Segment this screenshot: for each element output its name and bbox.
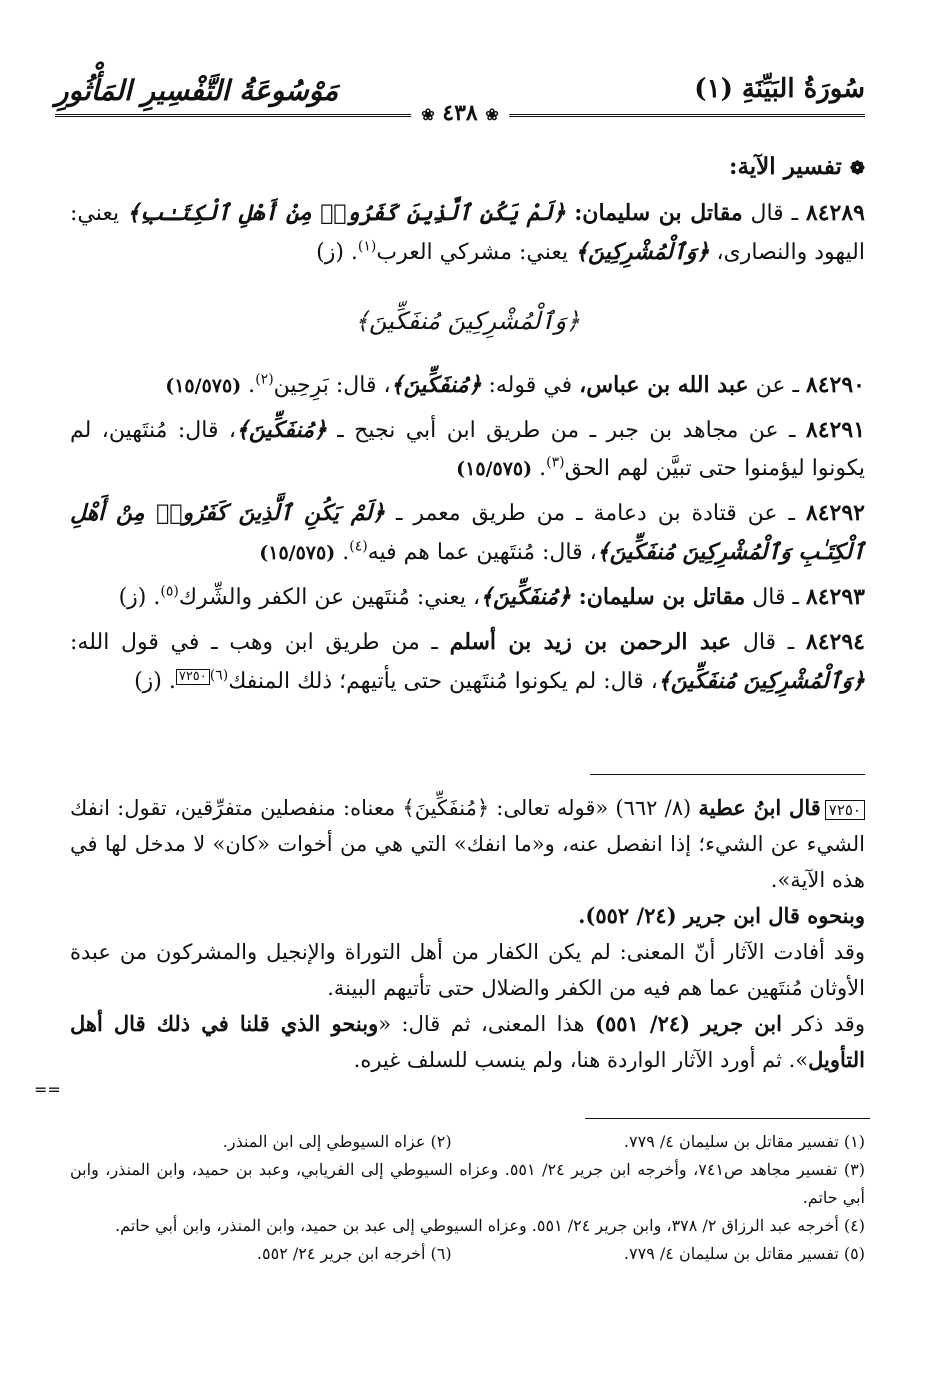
athar-entry <box>70 623 865 701</box>
footnote-marker[interactable]: (٢) <box>255 371 274 388</box>
commentary-paragraph <box>70 898 865 934</box>
footnote-marker[interactable]: (٤) <box>349 538 368 555</box>
commentary-text: وبنحوه قال ابن جرير (٢٤/ ٥٥٢). <box>578 903 865 928</box>
footnote-row <box>70 1240 865 1268</box>
commentary-paragraph <box>70 1006 865 1078</box>
commentary-text: هذا المعنى، ثم قال: « <box>378 1012 596 1036</box>
entry-number: ٨٤٢٩٤ <box>805 629 865 655</box>
footnote: (٢) عزاه السيوطي إلى ابن المنذر. <box>222 1132 452 1151</box>
narrator-name: عبد الله بن عباس، <box>579 372 749 398</box>
entry-text: ـ قال <box>731 630 806 655</box>
volume-reference: (١٥/٥٧٥) <box>456 458 533 480</box>
section-heading <box>70 148 865 188</box>
quran-quote: ﴿مُنفَكِّينَ﴾ <box>480 584 579 610</box>
athar-entry <box>70 578 865 617</box>
entry-text: ـ عن مجاهد بن جبر ـ من طريق ابن أبي نجيح ـ <box>326 418 806 443</box>
entry-text: . (ز) <box>118 585 161 610</box>
commentary-text: وقد ذكر <box>781 1012 865 1036</box>
footnote-marker[interactable]: (٦) <box>209 667 229 684</box>
volume-reference: (١٥/٥٧٥) <box>165 375 242 397</box>
footnote-marker[interactable]: (١) <box>357 238 377 255</box>
commentary-text: ». ثم أورد الآثار الواردة هنا، ولم ينسب للسلف غيره. <box>353 1048 809 1072</box>
footnote: (١) تفسير مقاتل بن سليمان ٤/ ٧٧٩. <box>623 1132 865 1151</box>
footnote-row <box>70 1128 865 1156</box>
entry-text: . <box>241 373 256 398</box>
entry-number: ٨٤٢٩١ <box>805 417 866 443</box>
athar-entry <box>70 194 865 272</box>
athar-entry <box>70 494 865 572</box>
footnote: (٣) تفسير مجاهد ص٧٤١، وأخرجه ابن جرير ٢٤/ ٥٥١. وعزاه السيوطي إلى الفريابي، وعبد بن حميد، وابن المنذر، وابن أبي حاتم. <box>70 1160 865 1207</box>
commentary-block <box>70 790 865 1078</box>
commentary-text: (٨/ ٦٦٢) «قوله تعالى: ﴿مُنفَكِّينَ﴾ معناه: منفصلين متفرِّقين، تقول: انفك الشيء عن الشيء؛ إذا انفصل عنه، و«ما انفك» التي هي من أخوات «كان» لا مدخل لها في هذه الآية». <box>70 796 865 892</box>
commentary-number-box: ٧٢٥٠ <box>825 800 865 820</box>
entry-text: ـ عن قتادة بن دعامة ـ من طريق معمر ـ <box>385 501 806 526</box>
entry-text: ، يعني: مُنتَهين عن الكفر والشِّرك <box>178 585 481 610</box>
flower-ornament-icon: ❁ <box>849 158 865 179</box>
quran-quote: ﴿لَمْ يَكُنِ ٱلَّذِينَ كَفَرُوا۟ مِنْ أَهْلِ ٱلْكِتَـٰبِ﴾ <box>127 200 575 226</box>
athar-entry <box>70 411 865 488</box>
surah-title: سُورَةُ البَيِّنَةِ (١) <box>694 74 865 104</box>
page-header <box>55 68 865 128</box>
entry-text: . <box>335 540 350 565</box>
footnote-marker[interactable]: (٥) <box>160 583 179 600</box>
commentary-text: وقد أفادت الآثار أنّ المعنى: لم يكن الكفار من أهل التوراة والإنجيل والمشركون من عبدة الأوثان مُنتَهين عما هم فيه من الكفر والضلال حتى تأتيهم البينة. <box>70 940 865 1000</box>
entry-text: في قوله: <box>481 373 580 398</box>
narrator-name: عبد الرحمن بن زيد بن أسلم <box>449 629 732 655</box>
footnote: (٤) أخرجه عبد الرزاق ٢/ ٣٧٨، وابن جرير ٢٤/ ٥٥١. وعزاه السيوطي إلى عبد بن حميد، وابن المنذر، وابن أبي حاتم. <box>115 1216 865 1235</box>
entry-text: ، قال: مُنتَهين عما هم فيه <box>367 540 597 565</box>
quran-quote: ﴿وَٱلْمُشْرِكِينَ﴾ <box>575 239 710 265</box>
entry-text: ، قال: بَرِحِين <box>273 373 391 398</box>
commentary-link-box[interactable]: ٧٢٥٠ <box>176 669 210 685</box>
quran-quote: ﴿وَٱلْمُشْرِكِينَ مُنفَكِّينَ﴾ <box>657 668 865 694</box>
entry-text: ـ قال <box>745 585 806 610</box>
entry-number: ٨٤٢٨٩ <box>805 200 865 226</box>
main-text <box>70 148 865 707</box>
entry-text: ـ عن <box>748 373 806 398</box>
commentary-paragraph <box>70 790 865 898</box>
entry-text: ـ من طريق ابن وهب ـ في قول الله: <box>70 630 450 655</box>
entry-number: ٨٤٢٩٣ <box>805 584 865 610</box>
narrator-name: مقاتل بن سليمان: <box>578 584 746 610</box>
narrator-name: مقاتل بن سليمان: <box>574 200 743 226</box>
entry-text: ، قال: مُنتَهين، لم يكونوا ليؤمنوا حتى تبيَّن لهم الحق <box>70 418 865 481</box>
commentary-separator <box>590 774 865 775</box>
footnote: (٥) تفسير مقاتل بن سليمان ٤/ ٧٧٩. <box>623 1244 865 1263</box>
entry-number: ٨٤٢٩٢ <box>805 500 865 526</box>
quran-quote: ﴿مُنفَكِّينَ﴾ <box>236 417 327 443</box>
footnote-marker[interactable]: (٣) <box>546 454 565 471</box>
ornament-icon: ❀ <box>421 105 435 124</box>
entry-text: ـ قال <box>742 201 806 226</box>
page-number: ٤٣٨ <box>442 100 478 126</box>
footnotes <box>70 1128 865 1268</box>
commentary-quote: وبنحو الذي قلنا في ذلك قال أهل التأويل <box>70 1011 865 1072</box>
entry-text: ، قال: لم يكونوا مُنتَهين حتى يأتيهم؛ ذلك المنفك <box>228 669 658 694</box>
verse-heading: ﴿وَٱلْمُشْرِكِينَ مُنفَكِّينَ﴾ <box>354 307 581 335</box>
section-title: تفسير الآية: <box>728 153 842 180</box>
entry-text: . (ز) <box>134 669 176 694</box>
commentary-paragraph <box>70 934 865 1006</box>
scholar-name: ابن جرير (٢٤/ ٥٥١) <box>595 1011 782 1036</box>
entry-text: يعني: مشركي العرب <box>376 240 576 265</box>
entry-text: يعني: اليهود والنصارى، <box>70 201 865 265</box>
quran-quote: ﴿مُنفَكِّينَ﴾ <box>390 372 482 398</box>
volume-reference: (١٥/٥٧٥) <box>259 542 336 564</box>
entry-text: . (ز) <box>316 240 358 265</box>
entry-number: ٨٤٢٩٠ <box>805 372 865 398</box>
entry-text: . <box>532 456 547 481</box>
page-number-wrap <box>411 100 509 126</box>
ornament-icon: ❀ <box>485 105 499 124</box>
quran-quote: ﴿لَمْ يَكُنِ ٱلَّذِينَ كَفَرُوا۟ مِنْ أَهْلِ ٱلْكِتَـٰبِ وَٱلْمُشْرِكِينَ مُنفَكِّينَ﴾ <box>70 500 865 565</box>
scholar-name: قال ابنُ عطية <box>698 795 821 820</box>
footnote: (٦) أخرجه ابن جرير ٢٤/ ٥٥٢. <box>256 1244 452 1263</box>
book-title: مَوْسُوعَةُ التَّفْسِيرِ المَأْثُورِ <box>55 74 339 107</box>
margin-mark: == <box>34 1080 61 1099</box>
athar-entry <box>70 366 865 405</box>
footnotes-separator <box>585 1118 870 1119</box>
